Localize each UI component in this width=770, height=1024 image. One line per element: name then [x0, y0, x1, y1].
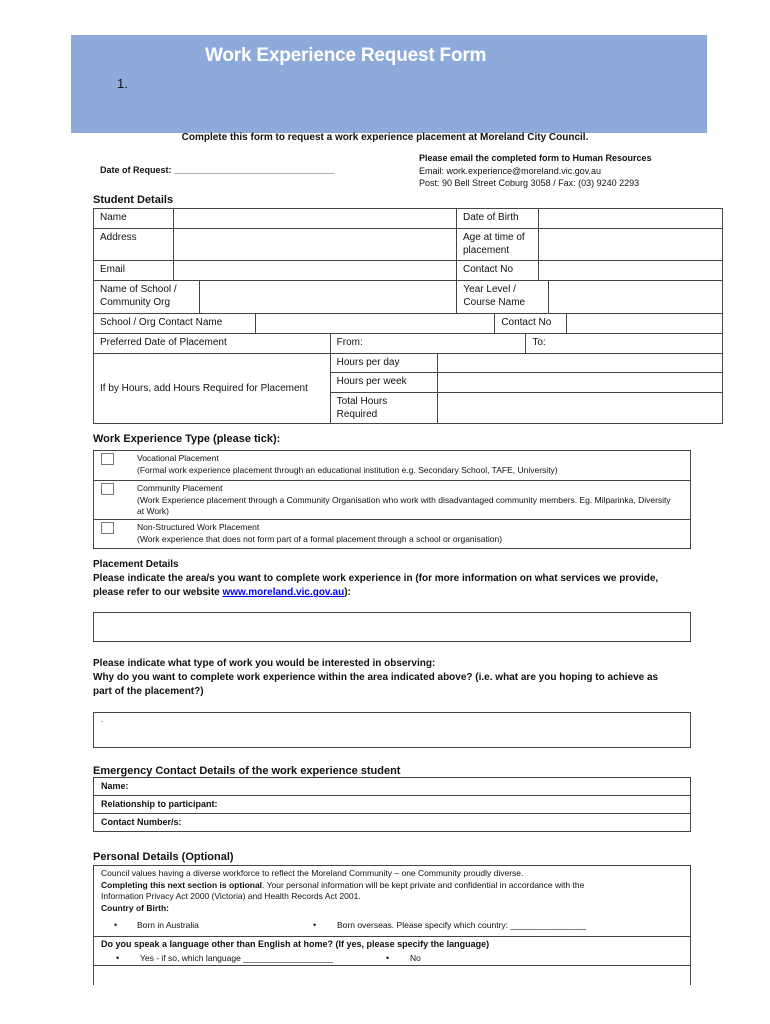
emergency-name-field[interactable]: Name: — [94, 778, 691, 796]
school-table — [93, 280, 723, 314]
interest-field[interactable]: . — [93, 712, 691, 748]
placement-dates-table — [93, 333, 723, 354]
option-desc: (Work Experience placement through a Community Organisation who work with disadvantaged community members. Eg. Milparinka, Diversity at Work) — [137, 494, 671, 516]
hours-per-day-field[interactable] — [437, 354, 722, 373]
address-field[interactable] — [174, 229, 457, 261]
email-label: Email — [94, 261, 174, 281]
option-name: Non-Structured Work Placement — [137, 522, 260, 532]
vocational-checkbox[interactable] — [101, 453, 114, 465]
placement-area-field[interactable] — [93, 612, 691, 642]
school-contact-field[interactable] — [255, 314, 495, 334]
intro-text: Complete this form to request a work experience placement at Moreland City Council. — [181, 132, 589, 143]
optional-notice: Completing this next section is optional. Your personal information will be kept private and confidential in accordance with the — [101, 879, 585, 890]
community-checkbox[interactable] — [101, 483, 114, 495]
address-label: Address — [94, 229, 174, 261]
school-contact-label: School / Org Contact Name — [94, 314, 256, 334]
option-name: Community Placement — [137, 483, 223, 493]
option-desc: (Formal work experience placement through an educational institution e.g. Secondary School, TAFE, University) — [137, 464, 558, 475]
header-banner — [71, 35, 707, 133]
language-yes-option[interactable]: Yes - if so, which language ___________________ — [140, 953, 333, 963]
to-field[interactable]: To: — [526, 334, 723, 354]
emergency-title: Emergency Contact Details of the work experience student — [93, 765, 401, 777]
work-type-option[interactable] — [94, 480, 690, 519]
postal-address: Post: 90 Bell Street Coburg 3058 / Fax: (03) 9240 2293 — [419, 178, 640, 188]
contact-no-field[interactable] — [539, 261, 723, 281]
dob-field[interactable] — [539, 209, 723, 229]
school-contact-no-field[interactable] — [567, 314, 723, 334]
section-number: 1. — [117, 76, 128, 91]
from-field[interactable]: From: — [330, 334, 526, 354]
born-overseas-option[interactable]: Born overseas. Please specify which country: ________________ — [337, 920, 587, 930]
email-address: Email: work.experience@moreland.vic.gov.au — [419, 165, 602, 176]
emergency-relationship-field[interactable]: Relationship to participant: — [94, 796, 691, 814]
school-contact-table — [93, 313, 723, 334]
born-australia-option[interactable]: Born in Australia — [137, 920, 199, 930]
school-label: Name of School / Community Org — [94, 281, 200, 314]
language-question: Do you speak a language other than English at home? (If yes, please specify the language) — [101, 939, 490, 949]
personal-details-box — [93, 865, 691, 937]
interest-instructions: Please indicate what type of work you would be interested in observing: Why do you want to complete work experience within the area indicated above? (i.e. what are you hoping to achieve as part of the placement?) — [93, 658, 659, 697]
hours-per-week-label: Hours per week — [330, 373, 437, 393]
non-structured-checkbox[interactable] — [101, 522, 114, 534]
year-level-field[interactable] — [549, 281, 723, 314]
name-field[interactable] — [174, 209, 457, 229]
option-desc: (Work experience that does not form part of a formal placement through a school or organisation) — [137, 533, 503, 544]
hours-per-day-label: Hours per day — [330, 354, 437, 373]
language-box — [93, 936, 691, 966]
dob-label: Date of Birth — [457, 209, 539, 229]
placement-details: Placement Details Please indicate the area/s you want to complete work experience in (for more information on what services we provide, please refer to our website www.moreland.vic.gov.au): — [93, 559, 659, 598]
work-type-option[interactable] — [94, 451, 690, 480]
year-level-label: Year Level / Course Name — [457, 281, 549, 314]
work-type-box — [93, 450, 691, 549]
email-field[interactable] — [174, 261, 457, 281]
placement-title: Placement Details — [93, 559, 179, 570]
bullet-icon: • — [313, 920, 317, 930]
contact-no-label: Contact No — [457, 261, 539, 281]
age-field[interactable] — [539, 229, 723, 261]
student-details-title: Student Details — [93, 194, 174, 206]
date-of-request[interactable]: Date of Request: ________________________________ — [100, 165, 335, 175]
language-answer-field[interactable] — [93, 965, 691, 985]
email-instructions — [419, 152, 652, 190]
placement-instruction: Please indicate the area/s you want to complete work experience in (for more information on what services we provide, — [93, 573, 659, 584]
total-hours-label: Total Hours Required — [330, 393, 437, 424]
privacy-act: Information Privacy Act 2000 (Victoria) and Health Records Act 2001. — [101, 891, 361, 901]
school-contact-no-label: Contact No — [495, 314, 567, 334]
personal-title: Personal Details (Optional) — [93, 851, 234, 863]
country-of-birth-label: Country of Birth: — [101, 902, 169, 913]
website-link[interactable]: www.moreland.vic.gov.au — [222, 587, 345, 598]
age-label: Age at time of placement — [457, 229, 539, 261]
language-no-option[interactable]: No — [410, 953, 421, 963]
name-label: Name — [94, 209, 174, 229]
emergency-contact-field[interactable]: Contact Number/s: — [94, 814, 691, 832]
diversity-statement: Council values having a diverse workforce to reflect the Moreland Community – one Community proudly diverse. — [101, 868, 524, 878]
student-details-table — [93, 208, 723, 281]
option-name: Vocational Placement — [137, 453, 219, 463]
hours-per-week-field[interactable] — [437, 373, 722, 393]
bullet-icon: • — [116, 953, 120, 963]
preferred-date-label: Preferred Date of Placement — [94, 334, 331, 354]
hours-table — [93, 353, 723, 424]
email-instruction-heading: Please email the completed form to Human Resources — [419, 153, 652, 163]
bullet-icon: • — [114, 920, 118, 930]
work-type-option[interactable] — [94, 519, 690, 549]
bullet-icon: • — [386, 953, 390, 963]
school-field[interactable] — [199, 281, 457, 314]
form-title: Work Experience Request Form — [205, 45, 487, 66]
total-hours-field[interactable] — [437, 393, 722, 424]
hours-label: If by Hours, add Hours Required for Placement — [94, 354, 331, 424]
emergency-table — [93, 777, 691, 832]
work-type-title: Work Experience Type (please tick): — [93, 433, 281, 445]
